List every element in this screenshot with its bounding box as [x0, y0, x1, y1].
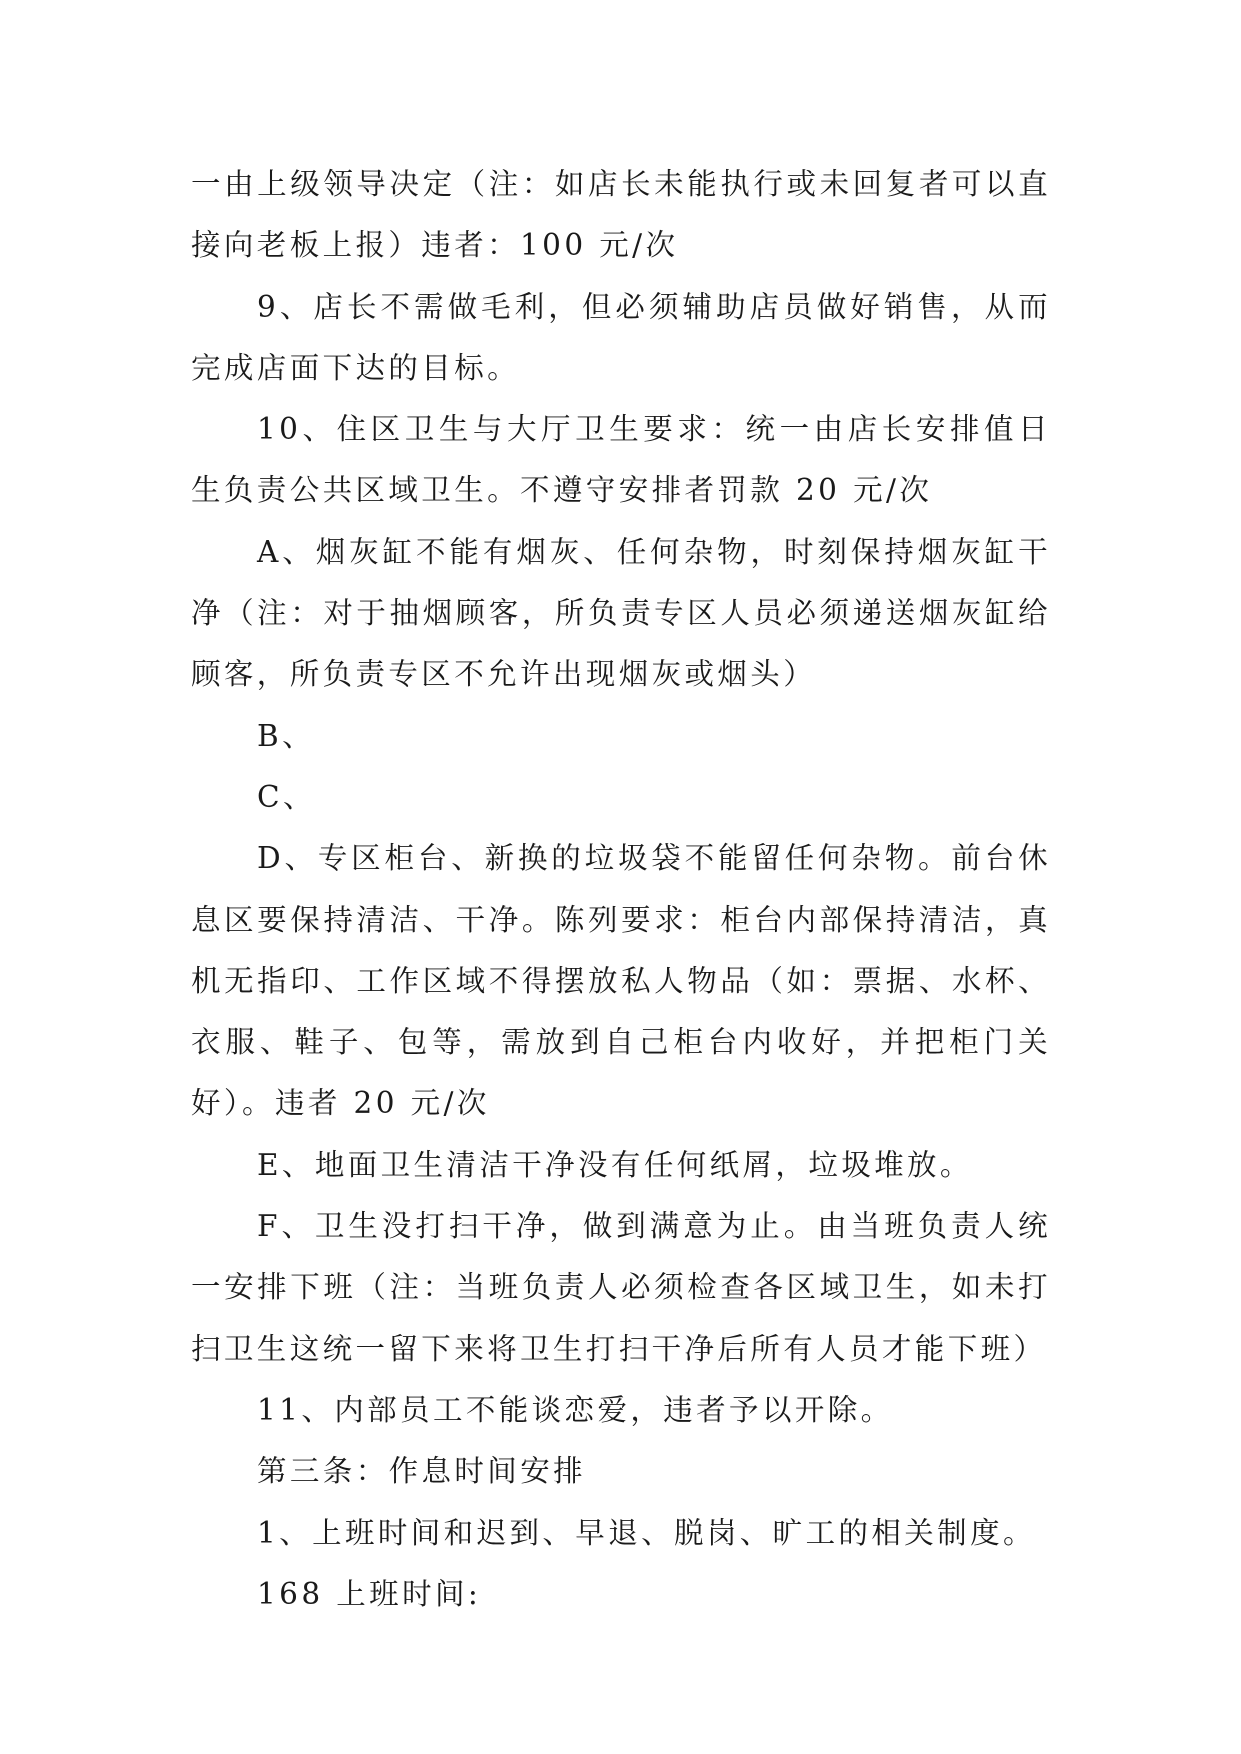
- paragraph-item-11: 11、内部员工不能谈恋爱，违者予以开除。: [257, 1392, 894, 1427]
- article-3-heading: 第三条：作息时间安排: [257, 1454, 587, 1489]
- paragraph-item-f: F、卫生没打扫干净，做到满意为止。由当班负责人统一安排下班（注：当班负责人必须检查各区域卫生，如未打扫卫生这统一留下来将卫生打扫干净后所有人员才能下班）: [191, 1209, 1051, 1366]
- paragraph-work-time: 168 上班时间:: [257, 1576, 482, 1611]
- paragraph-item-a: A、烟灰缸不能有烟灰、任何杂物，时刻保持烟灰缸干净（注：对于抽烟顾客，所负责专区人员必须递送烟灰缸给顾客，所负责专区不允许出现烟灰或烟头）: [191, 534, 1051, 692]
- paragraph-continuation-item-8: 一由上级领导决定（注：如店长未能执行或未回复者可以直接向老板上报）违者：100 元/次: [191, 167, 1051, 263]
- paragraph-item-d: D、专区柜台、新换的垃圾袋不能留任何杂物。前台休息区要保持清洁、干净。陈列要求：柜台内部保持清洁，真机无指印、工作区域不得摆放私人物品（如：票据、水杯、衣服、鞋子、包等，需放到自己柜台内收好，并把柜门关好）。违者 20 元/次: [191, 841, 1051, 1121]
- paragraph-item-10: 10、住区卫生与大厅卫生要求：统一由店长安排值日生负责公共区域卫生。不遵守安排者罚款 20 元/次: [191, 412, 1051, 508]
- paragraph-item-c: C、: [257, 779, 316, 814]
- paragraph-item-9: 9、店长不需做毛利，但必须辅助店员做好销售，从而完成店面下达的目标。: [191, 289, 1051, 385]
- document-body: [191, 154, 1051, 1625]
- paragraph-article-3-item-1: 1、上班时间和迟到、早退、脱岗、旷工的相关制度。: [257, 1515, 1036, 1550]
- paragraph-item-b: B、: [257, 718, 315, 753]
- paragraph-item-e: E、地面卫生清洁干净没有任何纸屑，垃圾堆放。: [257, 1147, 973, 1182]
